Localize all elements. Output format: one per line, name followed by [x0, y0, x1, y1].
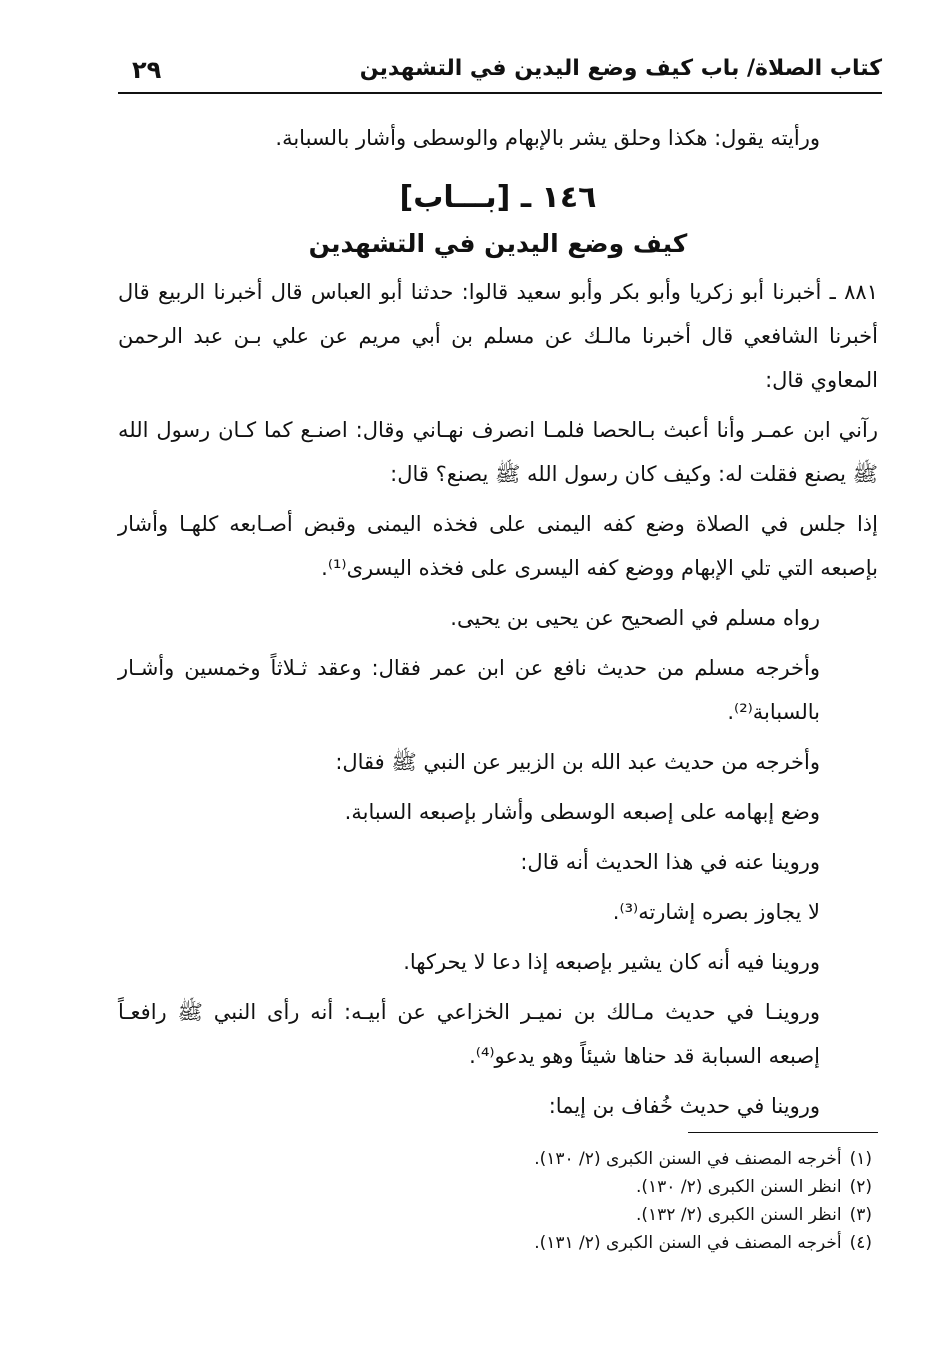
narration-paragraph: وروينـا في حديث مـالك بن نميـر الخزاعي عن أبيـه: أنه رأى النبي ﷺ رافعـاً إصبعه السبابة قد حناها شيئاً وهو يدعو⁽⁴⁾. [118, 1000, 820, 1068]
narration-paragraph: رواه مسلم في الصحيح عن يحيى بن يحيى. [450, 606, 820, 630]
hadith-text-paragraph: رآني ابن عمـر وأنا أعبث بـالحصا فلمـا انصرف نهـاني وقال: اصنـع كما كـان رسول الله ﷺ يصنع فقلت له: وكيف كان رسول الله ﷺ يصنع؟ قال: [118, 418, 878, 486]
header-title: كتاب الصلاة/ باب كيف وضع اليدين في التشهدين [359, 56, 882, 81]
chapter-number: ١٤٦ ـ [بـــاب] [399, 180, 597, 215]
chapter-title: كيف وضع اليدين في التشهدين [308, 229, 688, 258]
page-body [118, 116, 878, 1134]
narration-paragraph: وأخرجه من حديث عبد الله بن الزبير عن النبي ﷺ فقال: [335, 750, 820, 774]
footnote-number: (٤) [849, 1233, 872, 1253]
footnote [118, 1173, 878, 1201]
narration-paragraph: وروينا عنه في هذا الحديث أنه قال: [520, 850, 820, 874]
footnote-text: أخرجه المصنف في السنن الكبرى (٢/ ١٣١). [534, 1233, 842, 1253]
narration-paragraph: وروينا فيه أنه كان يشير بإصبعه إذا دعا لا يحركها. [403, 950, 820, 974]
narration-paragraph: وضع إبهامه على إصبعه الوسطى وأشار بإصبعه السبابة. [344, 800, 820, 824]
footnote [118, 1229, 878, 1257]
hadith-text-paragraph: إذا جلس في الصلاة وضع كفه اليمنى على فخذه اليمنى وقبض أصـابعه كلهـا وأشار بإصبعه التي تلي الإبهام ووضع كفه اليسرى على فخذه اليسرى⁽¹⁾. [118, 512, 878, 580]
hadith-881-chain: ٨٨١ ـ أخبرنا أبو زكريا وأبو بكر وأبو سعيد قالوا: حدثنا أبو العباس قال أخبرنا الربيع قال أخبرنا الشافعي قال أخبرنا مالـك عن مسلم بن أبي مريم عن علي بـن عبد الرحمن المعاوي قال: [118, 280, 878, 392]
footnote-divider [688, 1132, 878, 1133]
footnote-number: (١) [849, 1149, 872, 1169]
footnote-text: انظر السنن الكبرى (٢/ ١٣٠). [635, 1177, 842, 1197]
footnote [118, 1145, 878, 1173]
footnote [118, 1201, 878, 1229]
narration-paragraph: وأخرجه مسلم من حديث نافع عن ابن عمر فقال: وعقد ثـلاثاً وخمسين وأشـار بالسبابة⁽²⁾. [118, 656, 820, 724]
narration-paragraph: لا يجاوز بصره إشارته⁽³⁾. [612, 900, 820, 924]
footnote-number: (٢) [849, 1177, 872, 1197]
narration-paragraph: وروينا في حديث خُفاف بن إيما: [548, 1094, 820, 1118]
opening-paragraph: ورأيته يقول: هكذا وحلق يشر بالإبهام والوسطى وأشار بالسبابة. [275, 126, 820, 150]
footnotes-section [118, 1132, 878, 1257]
page-number: ٢٩ [132, 56, 162, 84]
footnote-text: انظر السنن الكبرى (٢/ ١٣٢). [635, 1205, 842, 1225]
running-header [118, 48, 882, 94]
footnote-text: أخرجه المصنف في السنن الكبرى (٢/ ١٣٠). [534, 1149, 842, 1169]
footnote-number: (٣) [849, 1205, 872, 1225]
